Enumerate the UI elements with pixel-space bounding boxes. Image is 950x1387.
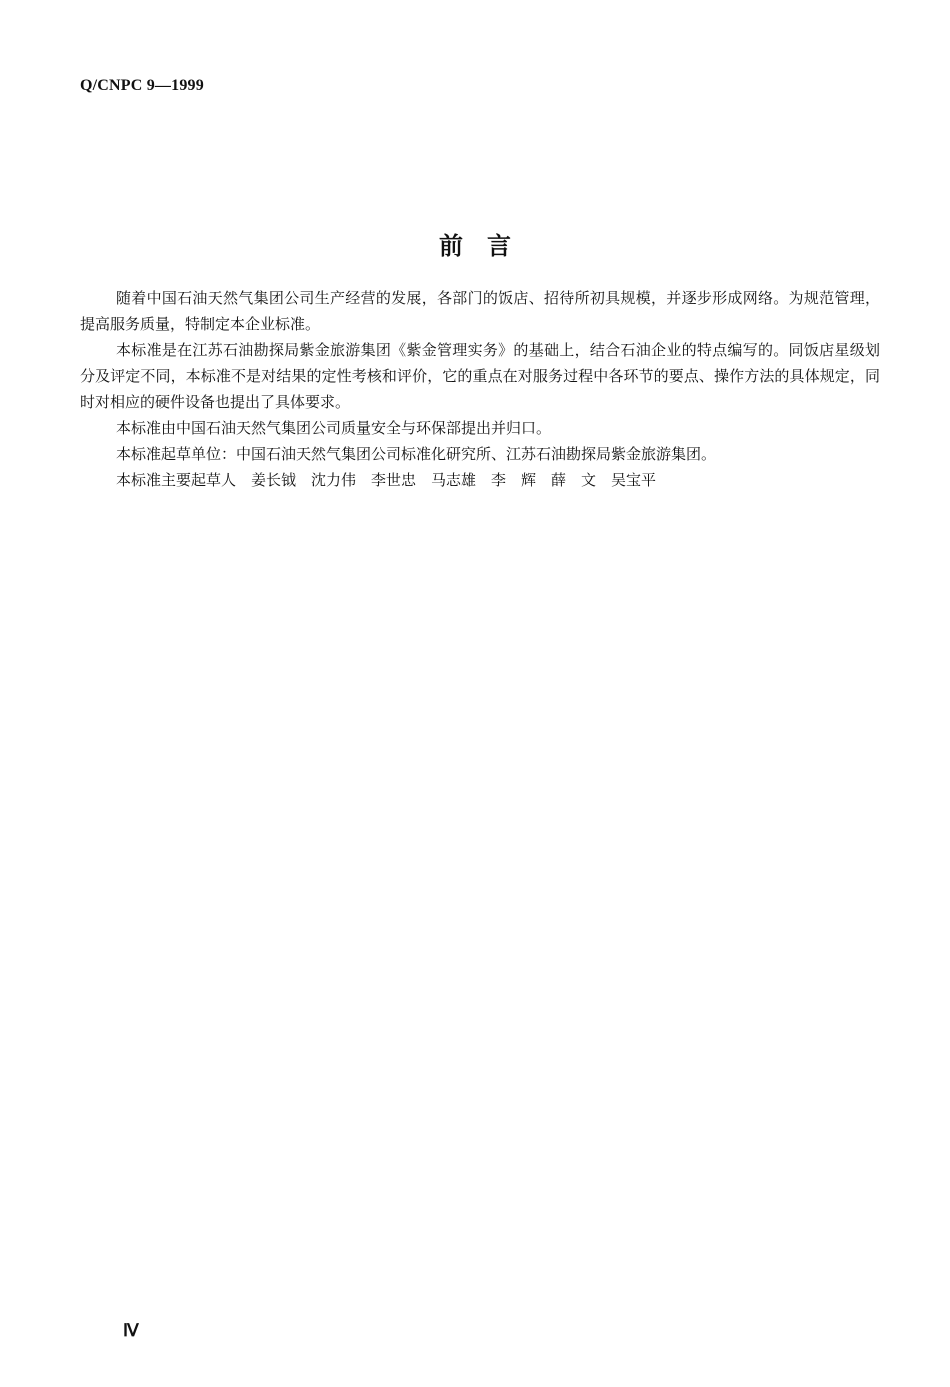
section-title: 前 言 [439,232,511,260]
paragraph-proposer: 本标准由中国石油天然气集团公司质量安全与环保部提出并归口。 [116,419,552,437]
page-number: Ⅳ [123,1321,139,1340]
paragraph-basis: 本标准是在江苏石油勘探局紫金旅游集团《紫金管理实务》的基础上，结合石油企业的特点编写的。同饭店星级划分及评定不同，本标准不是对结果的定性考核和评价，它的重点在对服务过程中各环节的要点、操作方法的具体规定，同时对相应的硬件设备也提出了具体要求。 [80,341,880,411]
standard-code: Q/CNPC 9—1999 [80,77,204,94]
paragraph-development: 随着中国石油天然气集团公司生产经营的发展，各部门的饭店、招待所初具规模，并逐步形成网络。为规范管理，提高服务质量，特制定本企业标准。 [80,289,880,333]
foreword-body [80,285,880,493]
paragraph-drafting-units: 本标准起草单位：中国石油天然气集团公司标准化研究所、江苏石油勘探局紫金旅游集团。 [116,445,717,463]
paragraph-drafters: 本标准主要起草人 姜长钺 沈力伟 李世忠 马志雄 李 辉 薛 文 吴宝平 [116,471,657,489]
